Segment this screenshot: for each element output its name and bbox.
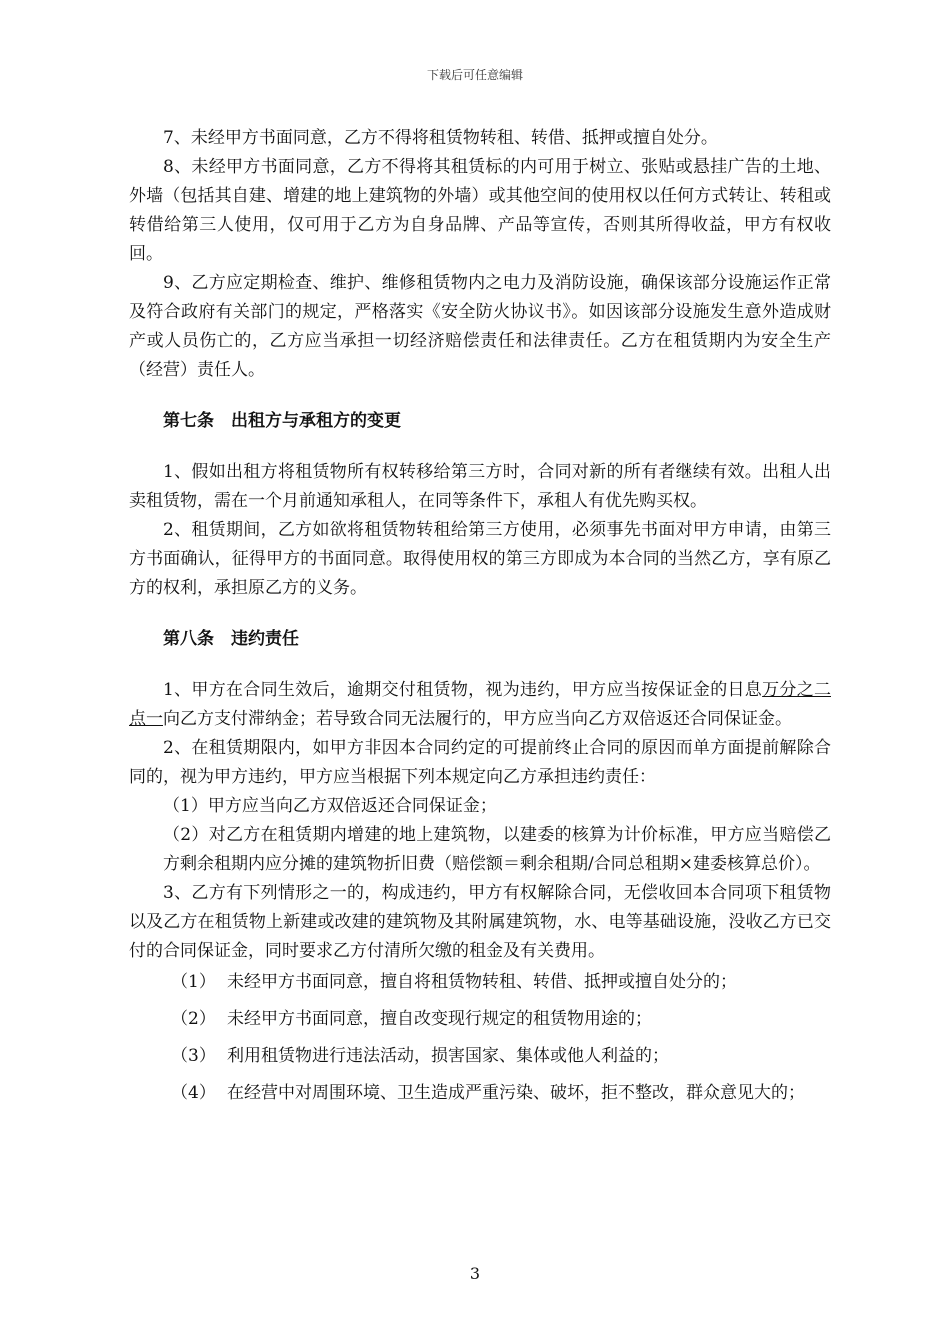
page-number: 3: [469, 1264, 481, 1283]
list-item-text: 未经甲方书面同意，擅自改变现行规定的租赁物用途的；: [227, 1009, 652, 1029]
list-item: [129, 1003, 831, 1036]
section-8-clause-3: 3、乙方有下列情形之一的，构成违约，甲方有权解除合同，无偿收回本合同项下租赁物以及乙方在租赁物上新建或改建的建筑物及其附属建筑物，水、电等基础设施，没收乙方已交付的合同保证金，同时要求乙方付清所欠缴的租金及有关费用。: [129, 883, 831, 961]
section-8-clause-1: [129, 676, 831, 734]
section-8-clause-2-item-1: （1）甲方应当向乙方双倍返还合同保证金；: [163, 796, 497, 816]
section-7-clause-2: 2、租赁期间，乙方如欲将租赁物转租给第三方使用，必须事先书面对甲方申请，由第三方书面确认，征得甲方的书面同意。取得使用权的第三方即成为本合同的当然乙方，享有原乙方的权利，承担原乙方的义务。: [129, 520, 831, 598]
interest-rate-underlined: 万分之二点一: [129, 680, 831, 729]
list-item: [129, 966, 831, 999]
clause-8: 8、未经甲方书面同意，乙方不得将其租赁标的内可用于树立、张贴或悬挂广告的土地、外墙（包括其自建、增建的地上建筑物的外墙）或其他空间的使用权以任何方式转让、转租或转借给第三人使用，仅可用于乙方为自身品牌、产品等宣传，否则其所得收益，甲方有权收回。: [129, 157, 831, 264]
list-item-number: （1）: [171, 972, 216, 992]
list-item: [129, 1040, 831, 1073]
section-7-heading: 第七条 出租方与承租方的变更: [163, 411, 401, 431]
list-item-text: 在经营中对周围环境、卫生造成严重污染、破坏，拒不整改，群众意见大的；: [227, 1083, 805, 1103]
clause-9: 9、乙方应定期检查、维护、维修租赁物内之电力及消防设施，确保该部分设施运作正常及符合政府有关部门的规定，严格落实《安全防火协议书》。如因该部分设施发生意外造成财产或人员伤亡的，乙方应当承担一切经济赔偿责任和法律责任。乙方在租赁期内为安全生产（经营）责任人。: [129, 273, 831, 380]
section-8-clause-2-item-2: （2）对乙方在租赁期内增建的地上建筑物，以建委的核算为计价标准，甲方应当赔偿乙方剩余租期内应分摊的建筑物折旧费（赔偿额＝剩余租期/合同总租期×建委核算总价）。: [163, 825, 831, 874]
section-8-clause-3-list: [129, 966, 831, 1110]
section-8-clause-2: 2、在租赁期限内，如甲方非因本合同约定的可提前终止合同的原因而单方面提前解除合同的，视为甲方违约，甲方应当根据下列本规定向乙方承担违约责任：: [129, 738, 831, 787]
list-item-text: 未经甲方书面同意，擅自将租赁物转租、转借、抵押或擅自处分的；: [227, 972, 737, 992]
list-item-number: （2）: [171, 1009, 216, 1029]
clause-1-text-a: 1、甲方在合同生效后，逾期交付租赁物，视为违约，甲方应当按保证金的日息: [163, 680, 763, 700]
list-item-number: （3）: [171, 1046, 216, 1066]
list-item-number: （4）: [171, 1083, 216, 1103]
section-8-heading: 第八条 违约责任: [163, 629, 299, 649]
page-header-note: 下载后可任意编辑: [426, 68, 523, 82]
document-body: [129, 124, 831, 1114]
list-item-text: 利用租赁物进行违法活动，损害国家、集体或他人利益的；: [227, 1046, 669, 1066]
clause-7: 7、未经甲方书面同意，乙方不得将租赁物转租、转借、抵押或擅自处分。: [163, 128, 718, 148]
clause-1-text-b: 向乙方支付滞纳金；若导致合同无法履行的，甲方应当向乙方双倍返还合同保证金。: [163, 709, 792, 729]
list-item: [129, 1077, 831, 1110]
section-7-clause-1: 1、假如出租方将租赁物所有权转移给第三方时，合同对新的所有者继续有效。出租人出卖租赁物，需在一个月前通知承租人，在同等条件下，承租人有优先购买权。: [129, 462, 831, 511]
